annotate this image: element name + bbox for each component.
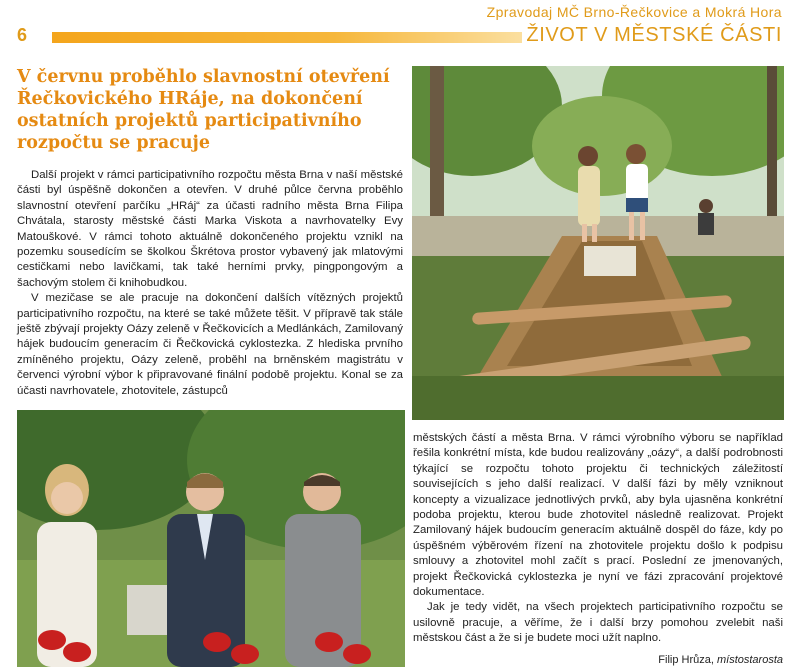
article-paragraph: V mezičase se ale pracuje na dokončení dalších vítězných projektů participativního rozpočtu, na které se také můžete těšit. V přípravě tak stále ještě zbývají projekty Oázy zeleně v Řečkovicích a Medlánkách, Zamilovaný hájek budoucím generacím či Řečkovická cyklostezka. Z hlediska prvního zmíněného projektu, Oázy zeleně, proběhl na brněnském magistrátu v červenci výrobní výbor k připravované finální podobě projektu. Konal se za účasti navrhovatele, zhotovitele, zástupců [17, 292, 403, 397]
article-paragraph: Další projekt v rámci participativního rozpočtu města Brna v naší městské části byl úspěšně dokončen a otevřen. V druhé půlce června proběhlo slavnostní otevření parčíku „HRáj“ za účasti radního města Brna Filipa Chvátala, starosty městské části Marka Viskota a navrhovatelky Evy Matouškové. V rámci tohoto aktuálně dokončeného projektu vznikl na pozemku sousedícím se školkou Škrétova prostor vybavený jak mlatovými cestičkami nebo lavičkami, tak také herními prvky, pingpongovým a šachovým stolem či knihobudkou. [17, 169, 403, 289]
masthead: Zpravodaj MČ Brno-Řečkovice a Mokrá Hora [486, 4, 782, 20]
opening-ceremony-photo [17, 410, 405, 667]
author-role: místostarosta [716, 653, 783, 666]
page-number: 6 [17, 25, 28, 45]
park-photo [412, 66, 784, 420]
header-accent-bar [52, 32, 522, 43]
park-photo-illustration [412, 66, 784, 420]
article-headline: V červnu proběhlo slavnostní otevření Řečkovického HRáje, na dokončení ostatních projektů participativního rozpočtu se pracuje [17, 67, 390, 153]
article-paragraph: městských částí a města Brna. V rámci výrobního výboru se například řešila konkrétní místa, kde budou realizovány „oázy“, a další podrobnosti týkající se rozpočtu tohoto projektu či technických záležitostí souvisejících s jeho další realizací. V další fázi by měly vzniknout koncepty a vizualizace jednotlivých prvků, aby byla ujasněna konkrétní podoba projektu, kterou bude zhotovitel následně realizovat. Projekt Zamilovaný hájek budoucím generacím aktuálně dospěl do fáze, kdy po úspěšném výběrovém řízení na zhotovitele projektu došlo k podpisu smlouvy a zhotovitel mohl začít s prací. Poslední ze jmenovaných, projekt Řečkovická cyklostezka je nyní ve fázi zpracování projektové dokumentace. [413, 432, 783, 599]
opening-ceremony-illustration [17, 410, 405, 667]
section-title: ŽIVOT V MĚSTSKÉ ČÁSTI [526, 24, 782, 46]
article-body-left [17, 168, 403, 399]
author-signature [413, 653, 783, 667]
article-body-right [413, 431, 783, 667]
article-paragraph: Jak je tedy vidět, na všech projektech participativního rozpočtu se usilovně pracuje, a věříme, že i další brzy pomohou zvelebit naši městskou část a že si je budete moci užít naplno. [413, 601, 783, 645]
author-name: Filip Hrůza, [658, 653, 714, 666]
